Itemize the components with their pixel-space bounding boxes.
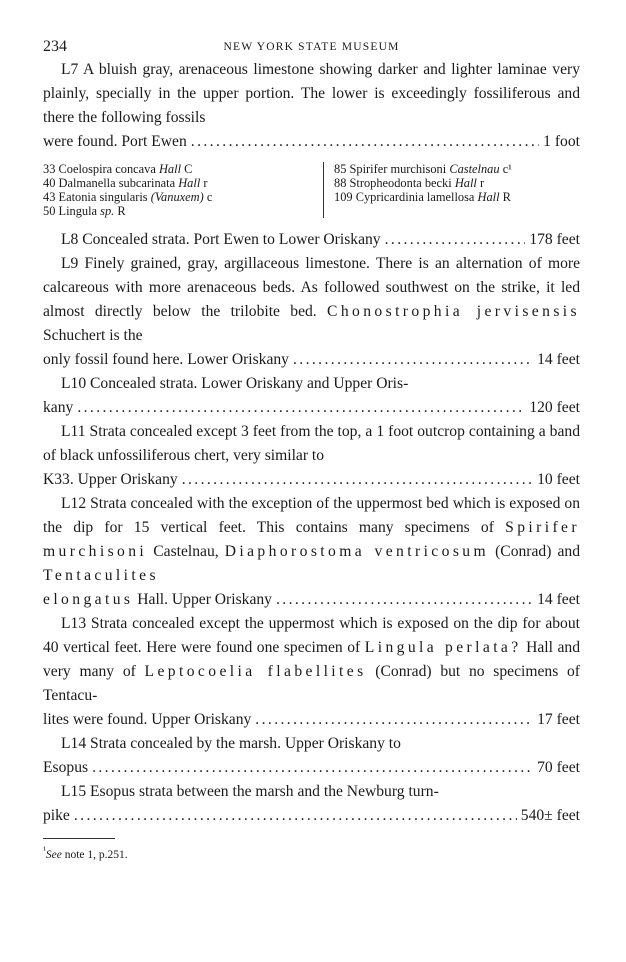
l14-text: L14 Strata concealed by the marsh. Upper Oriskany to: [61, 735, 401, 752]
l13-leader-text: lites were found. Upper Oriskany: [43, 711, 252, 728]
l11-text: L11 Strata concealed except 3 feet from the top, a 1 foot outcrop containing a band of black unfossiliferous chert, very similar to: [43, 423, 580, 464]
footnote: [43, 845, 580, 861]
footnote-rule: [43, 838, 115, 839]
l13-text-c: (Conrad) but no specimens of Tentacu-: [43, 663, 580, 704]
l12-species-1: Spirifer murchisoni: [43, 519, 580, 560]
paragraph-l15: [43, 780, 580, 804]
fossil-item: 50 Lingula sp. R: [43, 204, 126, 218]
l12-species-2: Diaphorostoma ventricosum: [224, 543, 490, 560]
l10-leader-line: [43, 396, 580, 420]
dot-leader: [385, 228, 526, 252]
fossil-item: 109 Cypricardinia lamellosa Hall R: [334, 190, 511, 204]
fossil-list-left: [43, 162, 324, 218]
page-number: 234: [43, 38, 67, 55]
paragraph-l13: [43, 612, 580, 708]
l9-thickness: 14 feet: [537, 351, 580, 368]
paragraph-l14: [43, 732, 580, 756]
fossil-item: 40 Dalmanella subcarinata Hall r: [43, 176, 208, 190]
l12-author-1: Castelnau,: [153, 543, 219, 560]
l12-author-2: (Conrad) and: [495, 543, 580, 560]
dot-leader: [92, 756, 533, 780]
l12-text-a: L12 Strata concealed with the exception of the uppermost bed which is exposed on the dip for 15 vertical feet. This contains many specimens of: [43, 495, 580, 536]
l13-thickness: 17 feet: [537, 711, 580, 728]
paragraph-l10: [43, 372, 580, 396]
l13-species-1: Lingula perlata?: [364, 639, 522, 656]
l7-leader-text: were found. Port Ewen: [43, 133, 187, 150]
paragraph-l12: [43, 492, 580, 588]
l12-species-3b: elongatus: [43, 591, 134, 608]
l10-thickness: 120 feet: [529, 399, 580, 416]
paragraph-l7: [43, 58, 580, 130]
l7-text: L7 A bluish gray, arenaceous limestone showing darker and lighter laminae very plainly, specially in the upper portion. The lower is exceedingly fossiliferous and there the following fossils: [43, 61, 580, 126]
l8-text: L8 Concealed strata. Port Ewen to Lower Oriskany: [61, 231, 381, 248]
dot-leader: [182, 468, 533, 492]
page-header: [43, 36, 580, 58]
dot-leader: [293, 348, 533, 372]
l15-leader-line: [43, 804, 580, 828]
l9-leader-line: [43, 348, 580, 372]
l14-leader-text: Esopus: [43, 759, 89, 776]
fossil-item: 43 Eatonia singularis (Vanuxem) c: [43, 190, 213, 204]
l13-species-2: Leptocoelia flabellites: [144, 663, 367, 680]
l11-leader-line: [43, 468, 580, 492]
fossil-item: 88 Stropheodonta becki Hall r: [334, 176, 485, 190]
l9-text-b: Schuchert is the: [43, 327, 143, 344]
fossil-list-right: [324, 162, 512, 218]
l11-leader-text: K33. Upper Oriskany: [43, 471, 178, 488]
l15-leader-text: pike: [43, 807, 70, 824]
document-page: [43, 36, 580, 861]
l8-leader-line: [43, 228, 580, 252]
dot-leader: [276, 588, 533, 612]
l10-leader-text: kany: [43, 399, 74, 416]
l10-text: L10 Concealed strata. Lower Oriskany and Upper Oris-: [61, 375, 409, 392]
footnote-mark: ¹: [43, 845, 46, 856]
paragraph-l9: [43, 252, 580, 348]
l12-leader-text-group: [43, 588, 272, 612]
l13-text-b: Hall and very many of: [43, 639, 581, 680]
l12-leader-line: [43, 588, 580, 612]
l12-species-3: Tentaculites: [43, 567, 159, 584]
l7-thickness: 1 foot: [543, 133, 580, 150]
l9-leader-text: only fossil found here. Lower Oriskany: [43, 351, 289, 368]
fossil-item: 85 Spirifer murchisoni Castelnau c¹: [334, 162, 512, 176]
l12-leader-text: Hall. Upper Oriskany: [137, 591, 272, 608]
l15-text: L15 Esopus strata between the marsh and the Newburg turn-: [61, 783, 439, 800]
l8-thickness: 178 feet: [529, 231, 580, 248]
paragraph-l11: [43, 420, 580, 468]
l11-thickness: 10 feet: [537, 471, 580, 488]
fossil-item: 33 Coelospira concava Hall C: [43, 162, 193, 176]
dot-leader: [191, 130, 539, 154]
dot-leader: [74, 804, 517, 828]
footnote-text: note 1, p.251.: [64, 848, 128, 861]
l14-leader-line: [43, 756, 580, 780]
l12-thickness: 14 feet: [537, 591, 580, 608]
l14-thickness: 70 feet: [537, 759, 580, 776]
l15-thickness: 540± feet: [520, 807, 580, 824]
running-title: NEW YORK STATE MUSEUM: [223, 41, 400, 53]
l7-leader-line: [43, 130, 580, 154]
footnote-see: See: [45, 848, 62, 861]
l13-text-a: L13 Strata concealed except the uppermost which is exposed on the dip for about 40 vertical feet. Here were found one specimen of: [43, 615, 580, 656]
l9-species: Chonostrophia jervisensis: [327, 303, 580, 320]
l9-text-a: L9 Finely grained, gray, argillaceous limestone. There is an alternation of more calcareous with more arenaceous beds. As followed southwest on the strike, it led almost directly below the trilobite bed.: [43, 255, 580, 320]
l13-leader-line: [43, 708, 580, 732]
dot-leader: [255, 708, 533, 732]
dot-leader: [77, 396, 525, 420]
fossil-list: [43, 162, 580, 218]
